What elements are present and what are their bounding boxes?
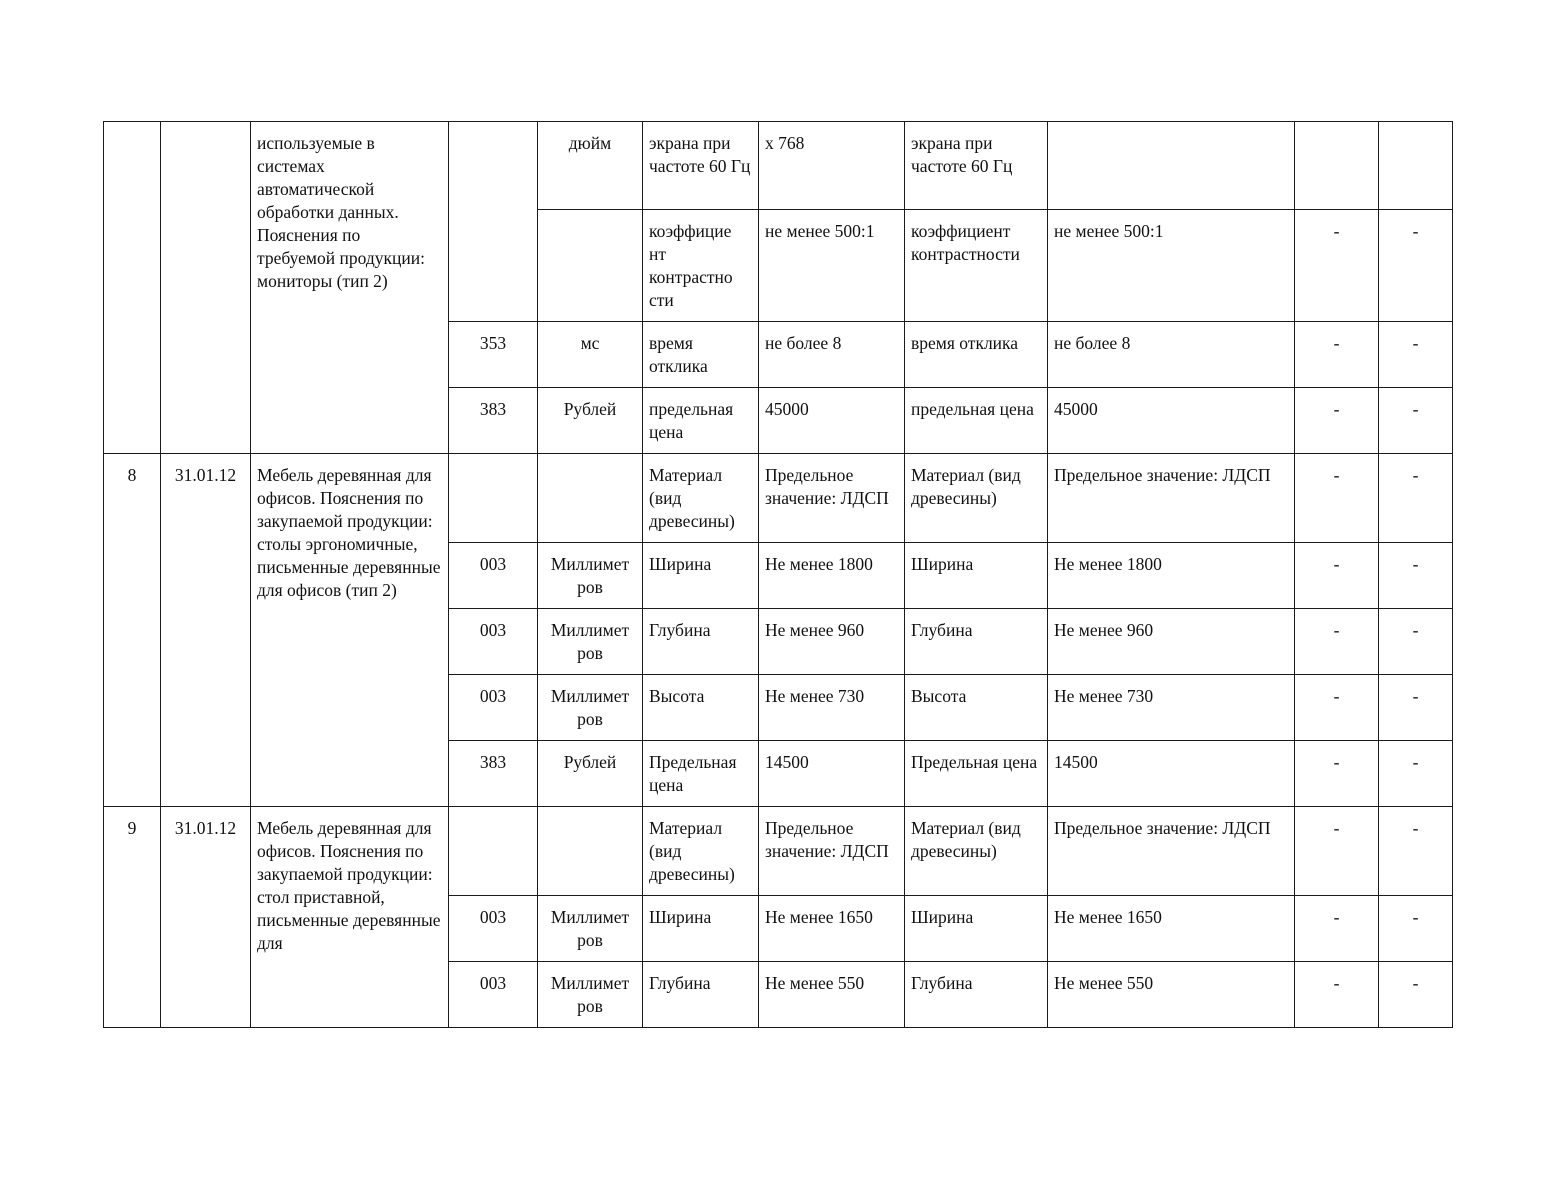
unit-name <box>538 807 643 896</box>
okei-code: 383 <box>449 388 538 454</box>
approved-characteristic-value <box>1048 122 1295 210</box>
unit-name: мс <box>538 322 643 388</box>
approved-characteristic-value: 45000 <box>1048 388 1295 454</box>
okei-code <box>449 807 538 896</box>
okei-code <box>449 122 538 322</box>
characteristic-name: Предельная цена <box>643 741 759 807</box>
approved-characteristic-value: Предельное значение: ЛДСП <box>1048 454 1295 543</box>
approved-characteristic-name: предельная цена <box>905 388 1048 454</box>
product-description: используемые в системах автоматической обработки данных. Пояснения по требуемой продукции: мониторы (тип 2) <box>251 122 449 454</box>
okei-code: 003 <box>449 543 538 609</box>
approved-characteristic-name: экрана при частоте 60 Гц <box>905 122 1048 210</box>
unit-name: Миллимет ров <box>538 609 643 675</box>
table-row <box>104 122 1453 210</box>
approved-characteristic-value: Не менее 960 <box>1048 609 1295 675</box>
okpd-code <box>161 122 251 454</box>
function-cell: - <box>1379 896 1453 962</box>
characteristic-value: Предельное значение: ЛДСП <box>759 807 905 896</box>
approved-characteristic-name: Ширина <box>905 543 1048 609</box>
approved-characteristic-name: Материал (вид древесины) <box>905 807 1048 896</box>
justification-cell: - <box>1295 962 1379 1028</box>
characteristic-name: Высота <box>643 675 759 741</box>
function-cell: - <box>1379 454 1453 543</box>
characteristic-name: Ширина <box>643 896 759 962</box>
characteristic-name: коэффицие нт контрастно сти <box>643 210 759 322</box>
approved-characteristic-name: Материал (вид древесины) <box>905 454 1048 543</box>
okei-code: 353 <box>449 322 538 388</box>
justification-cell: - <box>1295 388 1379 454</box>
justification-cell: - <box>1295 807 1379 896</box>
row-number: 8 <box>104 454 161 807</box>
approved-characteristic-value: 14500 <box>1048 741 1295 807</box>
characteristic-name: Материал (вид древесины) <box>643 807 759 896</box>
approved-characteristic-value: Не менее 1800 <box>1048 543 1295 609</box>
approved-characteristic-value: Не менее 730 <box>1048 675 1295 741</box>
justification-cell: - <box>1295 741 1379 807</box>
unit-name: Рублей <box>538 741 643 807</box>
unit-name <box>538 210 643 322</box>
characteristic-value: Не менее 960 <box>759 609 905 675</box>
justification-cell: - <box>1295 454 1379 543</box>
table-row <box>104 807 1453 896</box>
unit-name: Миллимет ров <box>538 962 643 1028</box>
approved-characteristic-value: Не менее 1650 <box>1048 896 1295 962</box>
characteristic-name: экрана при частоте 60 Гц <box>643 122 759 210</box>
characteristic-name: время отклика <box>643 322 759 388</box>
characteristic-name: Ширина <box>643 543 759 609</box>
function-cell: - <box>1379 210 1453 322</box>
function-cell: - <box>1379 675 1453 741</box>
approved-characteristic-name: Глубина <box>905 962 1048 1028</box>
approved-characteristic-name: Высота <box>905 675 1048 741</box>
characteristic-name: Глубина <box>643 962 759 1028</box>
product-description: Мебель деревянная для офисов. Пояснения по закупаемой продукции: стол приставной, письменные деревянные для <box>251 807 449 1028</box>
approved-characteristic-value: не более 8 <box>1048 322 1295 388</box>
okei-code: 383 <box>449 741 538 807</box>
function-cell: - <box>1379 322 1453 388</box>
characteristic-name: предельная цена <box>643 388 759 454</box>
function-cell: - <box>1379 962 1453 1028</box>
characteristic-name: Материал (вид древесины) <box>643 454 759 543</box>
justification-cell: - <box>1295 322 1379 388</box>
unit-name: Миллимет ров <box>538 675 643 741</box>
unit-name: Миллимет ров <box>538 543 643 609</box>
characteristic-value: 14500 <box>759 741 905 807</box>
approved-characteristic-name: Предельная цена <box>905 741 1048 807</box>
characteristic-name: Глубина <box>643 609 759 675</box>
characteristic-value: 45000 <box>759 388 905 454</box>
okei-code: 003 <box>449 896 538 962</box>
function-cell: - <box>1379 388 1453 454</box>
unit-name: Рублей <box>538 388 643 454</box>
characteristic-value: Не менее 1800 <box>759 543 905 609</box>
function-cell: - <box>1379 741 1453 807</box>
row-number <box>104 122 161 454</box>
characteristic-value: Не менее 730 <box>759 675 905 741</box>
approved-characteristic-name: коэффициент контрастности <box>905 210 1048 322</box>
unit-name: дюйм <box>538 122 643 210</box>
product-description: Мебель деревянная для офисов. Пояснения по закупаемой продукции: столы эргономичные, письменные деревянные для офисов (тип 2) <box>251 454 449 807</box>
unit-name <box>538 454 643 543</box>
characteristic-value: не более 8 <box>759 322 905 388</box>
okei-code: 003 <box>449 675 538 741</box>
specification-table <box>103 121 1453 1028</box>
justification-cell: - <box>1295 543 1379 609</box>
function-cell <box>1379 122 1453 210</box>
function-cell: - <box>1379 807 1453 896</box>
approved-characteristic-name: время отклика <box>905 322 1048 388</box>
okpd-code: 31.01.12 <box>161 454 251 807</box>
approved-characteristic-value: Предельное значение: ЛДСП <box>1048 807 1295 896</box>
row-number: 9 <box>104 807 161 1028</box>
justification-cell <box>1295 122 1379 210</box>
function-cell: - <box>1379 609 1453 675</box>
justification-cell: - <box>1295 896 1379 962</box>
okpd-code: 31.01.12 <box>161 807 251 1028</box>
approved-characteristic-value: не менее 500:1 <box>1048 210 1295 322</box>
approved-characteristic-name: Глубина <box>905 609 1048 675</box>
approved-characteristic-name: Ширина <box>905 896 1048 962</box>
approved-characteristic-value: Не менее 550 <box>1048 962 1295 1028</box>
justification-cell: - <box>1295 675 1379 741</box>
justification-cell: - <box>1295 210 1379 322</box>
characteristic-value: не менее 500:1 <box>759 210 905 322</box>
characteristic-value: Не менее 550 <box>759 962 905 1028</box>
justification-cell: - <box>1295 609 1379 675</box>
characteristic-value: Не менее 1650 <box>759 896 905 962</box>
characteristic-value: Предельное значение: ЛДСП <box>759 454 905 543</box>
function-cell: - <box>1379 543 1453 609</box>
okei-code <box>449 454 538 543</box>
table-row <box>104 454 1453 543</box>
okei-code: 003 <box>449 962 538 1028</box>
characteristic-value: x 768 <box>759 122 905 210</box>
okei-code: 003 <box>449 609 538 675</box>
unit-name: Миллимет ров <box>538 896 643 962</box>
